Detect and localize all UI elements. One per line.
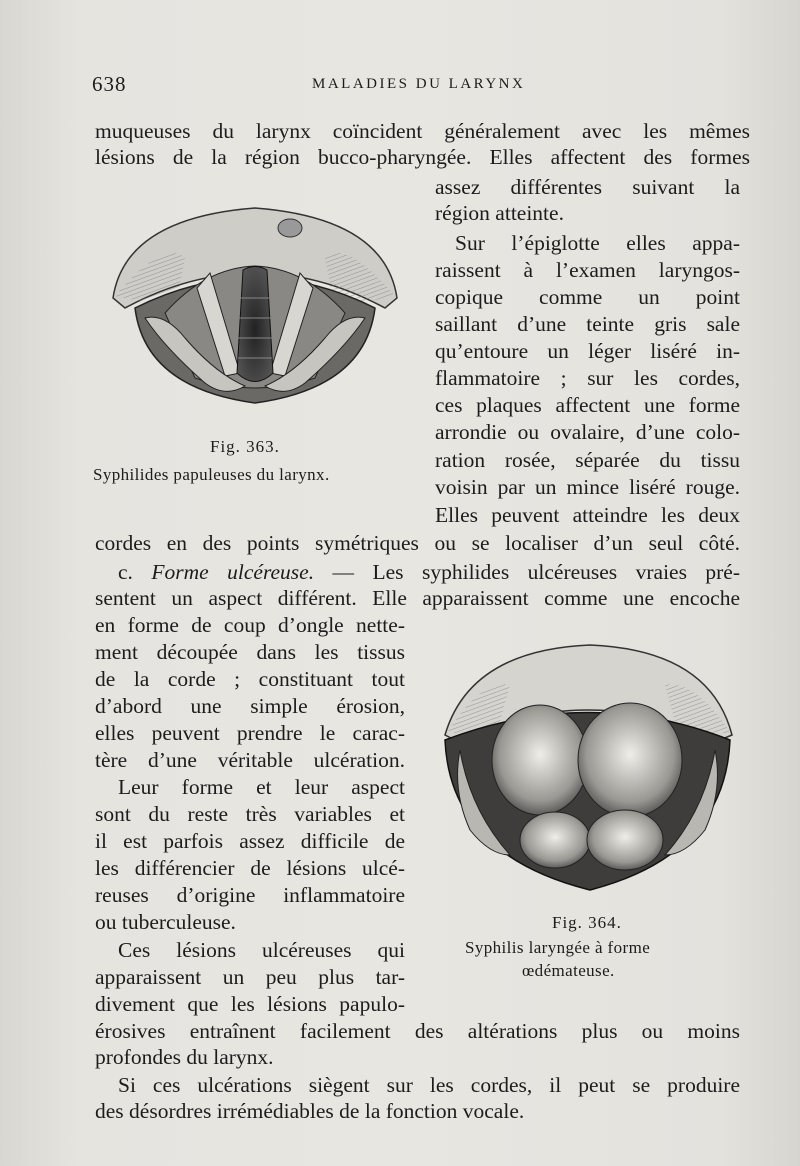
text-line: [118, 559, 740, 585]
text-line: arrondie ou ovalaire, d’une colo-: [435, 420, 740, 444]
text-line: muqueuses du larynx coïncident généralement avec les mêmes: [95, 119, 750, 143]
page-header: [92, 72, 748, 100]
text-span: — Les syphilides ulcéreuses vraies pré-: [314, 560, 741, 584]
text-line: flammatoire ; sur les cordes,: [435, 366, 740, 390]
text-line: d’abord une simple érosion,: [95, 694, 405, 718]
figure-number: Fig. 364.: [552, 913, 622, 932]
text-line: sentent un aspect différent. Elle apparaissent comme une encoche: [95, 586, 740, 610]
running-head: MALADIES DU LARYNX: [312, 76, 526, 92]
text-line: les différencier de lésions ulcé-: [95, 856, 405, 880]
text-line: Ces lésions ulcéreuses qui: [118, 938, 405, 962]
text-line: sont du reste très variables et: [95, 802, 405, 826]
list-marker: c.: [118, 560, 152, 584]
text-line: ces plaques affectent une forme: [435, 393, 740, 417]
text-line: elles peuvent prendre le carac-: [95, 721, 405, 745]
text-line: des désordres irrémédiables de la fonction vocale.: [95, 1099, 525, 1123]
text-line: en forme de coup d’ongle nette-: [95, 613, 405, 637]
text-line: érosives entraînent facilement des altérations plus ou moins: [95, 1019, 740, 1043]
text-line: profondes du larynx.: [95, 1045, 274, 1069]
figure-caption: Syphilides papuleuses du larynx.: [93, 465, 330, 484]
text-line: ration rosée, séparée du tissu: [435, 448, 740, 472]
text-line: reuses d’origine inflammatoire: [95, 883, 405, 907]
page-number: 638: [92, 72, 127, 96]
larynx-illustration: [440, 640, 735, 900]
text-line: de la corde ; constituant tout: [95, 667, 405, 691]
text-line: apparaissent un peu plus tar-: [95, 965, 405, 989]
text-line: qu’entoure un léger liséré in-: [435, 339, 740, 363]
larynx-illustration: [105, 198, 405, 418]
text-line: raissent à l’examen laryngos-: [435, 258, 740, 282]
text-line: saillant d’une teinte gris sale: [435, 312, 740, 336]
figure-364: [440, 640, 735, 900]
figure-363: [105, 198, 405, 418]
text-line: Sur l’épiglotte elles appa-: [455, 231, 740, 255]
figure-caption: œdémateuse.: [522, 961, 615, 980]
text-line: copique comme un point: [435, 285, 740, 309]
text-line: Leur forme et leur aspect: [118, 775, 405, 799]
text-line: assez différentes suivant la: [435, 175, 740, 199]
text-line: ou tuberculeuse.: [95, 910, 236, 934]
figure-caption: Syphilis laryngée à forme: [465, 938, 651, 957]
text-line: il est parfois assez difficile de: [95, 829, 405, 853]
text-line: tère d’une véritable ulcération.: [95, 748, 405, 772]
figure-number: Fig. 363.: [210, 437, 280, 456]
text-line: divement que les lésions papulo-: [95, 992, 405, 1016]
text-line: cordes en des points symétriques ou se localiser d’un seul côté.: [95, 531, 740, 555]
text-line: Elles peuvent atteindre les deux: [435, 503, 740, 527]
text-line: voisin par un mince liséré rouge.: [435, 475, 740, 499]
text-line: lésions de la région bucco-pharyngée. Elles affectent des formes: [95, 145, 750, 169]
section-title: Forme ulcéreuse.: [151, 560, 315, 584]
text-line: Si ces ulcérations siègent sur les cordes, il peut se produire: [118, 1073, 740, 1097]
text-line: ment découpée dans les tissus: [95, 640, 405, 664]
text-line: région atteinte.: [435, 201, 564, 225]
